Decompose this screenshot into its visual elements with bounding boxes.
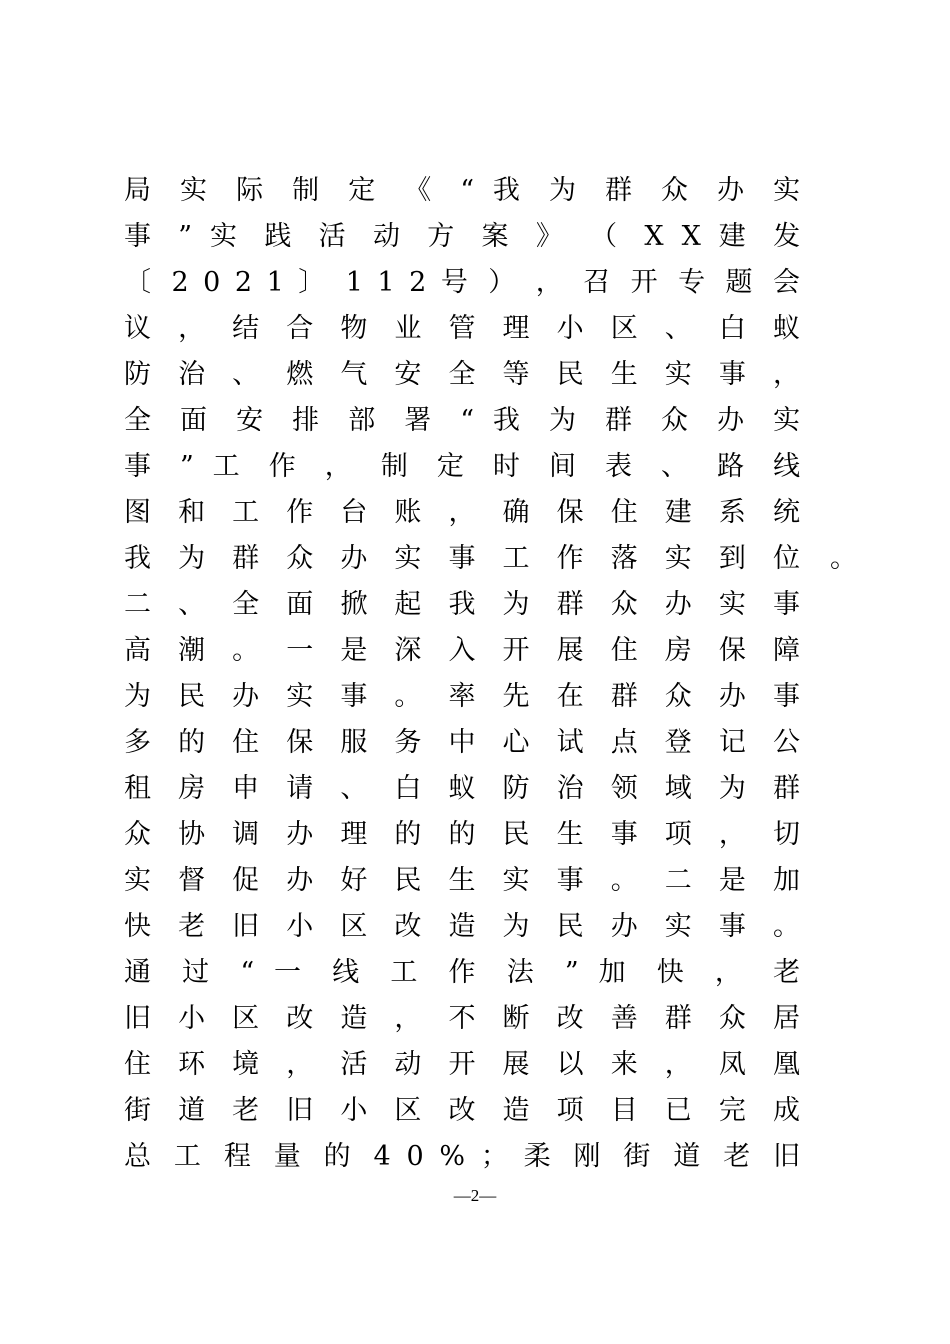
body-text [124,168,800,1180]
text-line: 住 环 境 ， 活 动 开 展 以 来 ， 凤 凰 [124,1049,800,1080]
text-line: 图 和 工 作 台 账 ， 确 保 住 建 系 统 [124,497,800,528]
text-line: 局 实 际 制 定 《 “ 我 为 群 众 办 实 [124,175,801,206]
text-line: 事 ” 实 践 活 动 方 案 》 （ X X 建 发 [124,221,801,252]
text-line: 旧 小 区 改 造 ， 不 断 改 善 群 众 居 [124,1003,800,1034]
text-line: 我 为 群 众 办 实 事 工 作 落 实 到 位 [124,543,800,574]
text-line: 防 治 、 燃 气 安 全 等 民 生 实 事 ， [124,359,800,390]
text-line: 多 的 住 保 服 务 中 心 试 点 登 记 公 [124,727,800,758]
text-line: 快 老 旧 小 区 改 造 为 民 办 实 事 。 [124,911,800,942]
text-line: 众 协 调 办 理 的 的 民 生 事 项 ， 切 [124,819,800,850]
overhang-period: 。 [830,543,857,574]
text-line: 通 过 “ 一 线 工 作 法 ” 加 快 ， 老 [124,957,801,988]
text-line: 总 工 程 量 的 4 0 % ； 柔 刚 街 道 老 旧 [124,1141,801,1172]
text-line: 街 道 老 旧 小 区 改 造 项 目 已 完 成 [124,1095,800,1126]
text-line: 高 潮 。 一 是 深 入 开 展 住 房 保 障 [124,635,800,666]
text-line: 租 房 申 请 、 白 蚁 防 治 领 域 为 群 [124,773,800,804]
text-line: 〔 2 0 2 1 〕 1 1 2 号 ） ， 召 开 专 题 会 [124,267,800,298]
text-line: 全 面 安 排 部 署 “ 我 为 群 众 办 实 [124,405,801,436]
text-line: 二 、 全 面 掀 起 我 为 群 众 办 实 事 [124,589,800,620]
page-number: —2— [453,1186,497,1205]
text-line: 实 督 促 办 好 民 生 实 事 。 二 是 加 [124,865,800,896]
text-line: 为 民 办 实 事 。 率 先 在 群 众 办 事 [124,681,800,712]
text-line: 议 ， 结 合 物 业 管 理 小 区 、 白 蚁 [124,313,800,344]
text-line: 事 ” 工 作 ， 制 定 时 间 表 、 路 线 [124,451,801,482]
